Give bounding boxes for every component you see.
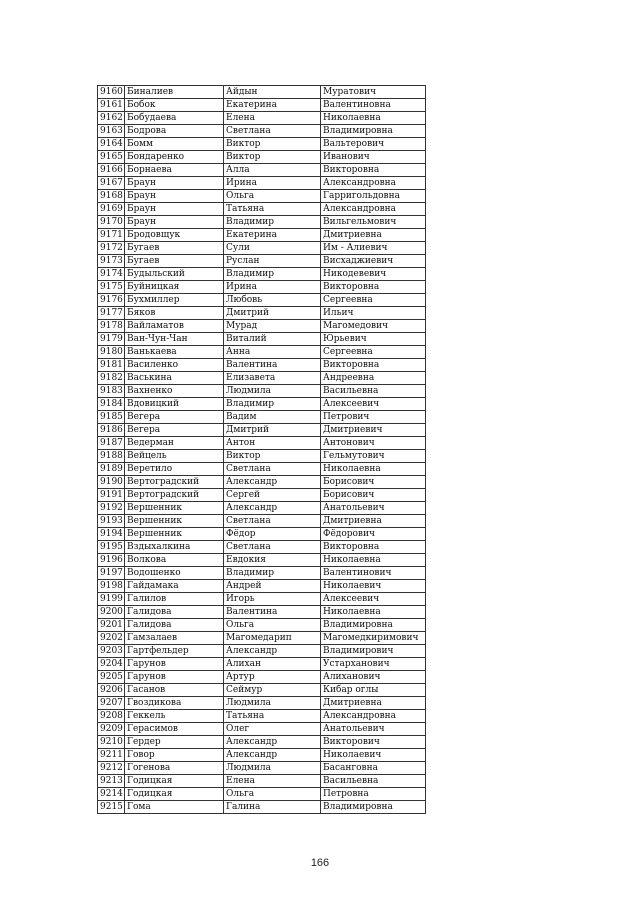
first-name-cell: Владимир xyxy=(224,398,321,411)
patronymic-cell: Викторовна xyxy=(321,164,426,177)
row-number-cell: 9162 xyxy=(98,112,125,125)
last-name-cell: Годицкая xyxy=(125,788,224,801)
last-name-cell: Вейцель xyxy=(125,450,224,463)
last-name-cell: Браун xyxy=(125,190,224,203)
first-name-cell: Магомедарип xyxy=(224,632,321,645)
patronymic-cell: Алиханович xyxy=(321,671,426,684)
last-name-cell: Гвоздикова xyxy=(125,697,224,710)
first-name-cell: Виктор xyxy=(224,450,321,463)
table-row xyxy=(98,515,426,528)
row-number-cell: 9176 xyxy=(98,294,125,307)
first-name-cell: Екатерина xyxy=(224,99,321,112)
first-name-cell: Дмитрий xyxy=(224,424,321,437)
row-number-cell: 9167 xyxy=(98,177,125,190)
patronymic-cell: Николаевич xyxy=(321,580,426,593)
last-name-cell: Вершенник xyxy=(125,502,224,515)
table-row xyxy=(98,281,426,294)
row-number-cell: 9203 xyxy=(98,645,125,658)
table-row xyxy=(98,125,426,138)
row-number-cell: 9174 xyxy=(98,268,125,281)
first-name-cell: Людмила xyxy=(224,762,321,775)
last-name-cell: Бугаев xyxy=(125,255,224,268)
row-number-cell: 9213 xyxy=(98,775,125,788)
patronymic-cell: Ильич xyxy=(321,307,426,320)
row-number-cell: 9204 xyxy=(98,658,125,671)
first-name-cell: Алла xyxy=(224,164,321,177)
first-name-cell: Андрей xyxy=(224,580,321,593)
table-row xyxy=(98,177,426,190)
patronymic-cell: Анатольевич xyxy=(321,723,426,736)
patronymic-cell: Викторовна xyxy=(321,359,426,372)
first-name-cell: Анна xyxy=(224,346,321,359)
first-name-cell: Сули xyxy=(224,242,321,255)
patronymic-cell: Валентинович xyxy=(321,567,426,580)
first-name-cell: Мурад xyxy=(224,320,321,333)
table-row xyxy=(98,99,426,112)
patronymic-cell: Фёдорович xyxy=(321,528,426,541)
first-name-cell: Александр xyxy=(224,736,321,749)
patronymic-cell: Магомедович xyxy=(321,320,426,333)
patronymic-cell: Устарханович xyxy=(321,658,426,671)
last-name-cell: Васькина xyxy=(125,372,224,385)
row-number-cell: 9215 xyxy=(98,801,125,814)
first-name-cell: Ольга xyxy=(224,190,321,203)
last-name-cell: Гердер xyxy=(125,736,224,749)
first-name-cell: Владимир xyxy=(224,567,321,580)
row-number-cell: 9192 xyxy=(98,502,125,515)
last-name-cell: Вершенник xyxy=(125,528,224,541)
first-name-cell: Евдокия xyxy=(224,554,321,567)
patronymic-cell: Борисович xyxy=(321,489,426,502)
first-name-cell: Галина xyxy=(224,801,321,814)
row-number-cell: 9169 xyxy=(98,203,125,216)
table-row xyxy=(98,359,426,372)
first-name-cell: Елена xyxy=(224,775,321,788)
last-name-cell: Бухмиллер xyxy=(125,294,224,307)
last-name-cell: Браун xyxy=(125,177,224,190)
last-name-cell: Гогенова xyxy=(125,762,224,775)
first-name-cell: Ольга xyxy=(224,619,321,632)
row-number-cell: 9179 xyxy=(98,333,125,346)
table-row xyxy=(98,645,426,658)
patronymic-cell: Викторович xyxy=(321,736,426,749)
last-name-cell: Вертоградский xyxy=(125,476,224,489)
row-number-cell: 9201 xyxy=(98,619,125,632)
patronymic-cell: Николаевна xyxy=(321,606,426,619)
table-row xyxy=(98,255,426,268)
last-name-cell: Бомм xyxy=(125,138,224,151)
patronymic-cell: Алексеевич xyxy=(321,593,426,606)
patronymic-cell: Магомедкиримович xyxy=(321,632,426,645)
patronymic-cell: Александровна xyxy=(321,177,426,190)
patronymic-cell: Дмитриевна xyxy=(321,515,426,528)
table-row xyxy=(98,684,426,697)
patronymic-cell: Викторовна xyxy=(321,541,426,554)
row-number-cell: 9208 xyxy=(98,710,125,723)
patronymic-cell: Висхаджиевич xyxy=(321,255,426,268)
patronymic-cell: Николаевна xyxy=(321,554,426,567)
patronymic-cell: Владимировна xyxy=(321,801,426,814)
table-row xyxy=(98,164,426,177)
first-name-cell: Артур xyxy=(224,671,321,684)
patronymic-cell: Муратович xyxy=(321,86,426,99)
table-row xyxy=(98,658,426,671)
first-name-cell: Александр xyxy=(224,476,321,489)
row-number-cell: 9212 xyxy=(98,762,125,775)
last-name-cell: Вдовицкий xyxy=(125,398,224,411)
row-number-cell: 9175 xyxy=(98,281,125,294)
table-row xyxy=(98,619,426,632)
last-name-cell: Водошенко xyxy=(125,567,224,580)
last-name-cell: Гарунов xyxy=(125,658,224,671)
table-row xyxy=(98,489,426,502)
patronymic-cell: Александровна xyxy=(321,710,426,723)
patronymic-cell: Дмитриевна xyxy=(321,697,426,710)
table-row xyxy=(98,112,426,125)
table-row xyxy=(98,567,426,580)
last-name-cell: Галидова xyxy=(125,606,224,619)
table-row xyxy=(98,294,426,307)
row-number-cell: 9187 xyxy=(98,437,125,450)
last-name-cell: Герасимов xyxy=(125,723,224,736)
table-row xyxy=(98,541,426,554)
patronymic-cell: Петрович xyxy=(321,411,426,424)
table-row xyxy=(98,437,426,450)
last-name-cell: Галилов xyxy=(125,593,224,606)
last-name-cell: Будыльский xyxy=(125,268,224,281)
row-number-cell: 9198 xyxy=(98,580,125,593)
table-row xyxy=(98,788,426,801)
first-name-cell: Екатерина xyxy=(224,229,321,242)
patronymic-cell: Владимировна xyxy=(321,125,426,138)
table-row xyxy=(98,411,426,424)
table-row xyxy=(98,762,426,775)
table-row xyxy=(98,151,426,164)
first-name-cell: Владимир xyxy=(224,268,321,281)
row-number-cell: 9210 xyxy=(98,736,125,749)
last-name-cell: Волкова xyxy=(125,554,224,567)
patronymic-cell: Сергеевна xyxy=(321,346,426,359)
first-name-cell: Александр xyxy=(224,645,321,658)
table-row xyxy=(98,476,426,489)
table-row xyxy=(98,528,426,541)
last-name-cell: Гайдамака xyxy=(125,580,224,593)
patronymic-cell: Вальтерович xyxy=(321,138,426,151)
row-number-cell: 9190 xyxy=(98,476,125,489)
last-name-cell: Гартфельдер xyxy=(125,645,224,658)
table-row xyxy=(98,606,426,619)
last-name-cell: Гома xyxy=(125,801,224,814)
first-name-cell: Владимир xyxy=(224,216,321,229)
patronymic-cell: Николаевич xyxy=(321,749,426,762)
last-name-cell: Браун xyxy=(125,203,224,216)
first-name-cell: Светлана xyxy=(224,515,321,528)
row-number-cell: 9178 xyxy=(98,320,125,333)
row-number-cell: 9206 xyxy=(98,684,125,697)
last-name-cell: Ведерман xyxy=(125,437,224,450)
last-name-cell: Годицкая xyxy=(125,775,224,788)
first-name-cell: Валентина xyxy=(224,606,321,619)
table-row xyxy=(98,424,426,437)
row-number-cell: 9171 xyxy=(98,229,125,242)
patronymic-cell: Васильевна xyxy=(321,775,426,788)
table-row xyxy=(98,749,426,762)
last-name-cell: Галидова xyxy=(125,619,224,632)
last-name-cell: Вздыхалкина xyxy=(125,541,224,554)
table-row xyxy=(98,554,426,567)
patronymic-cell: Юрьевич xyxy=(321,333,426,346)
patronymic-cell: Борисович xyxy=(321,476,426,489)
last-name-cell: Биналиев xyxy=(125,86,224,99)
row-number-cell: 9168 xyxy=(98,190,125,203)
table-row xyxy=(98,593,426,606)
first-name-cell: Светлана xyxy=(224,463,321,476)
row-number-cell: 9183 xyxy=(98,385,125,398)
last-name-cell: Гамзалаев xyxy=(125,632,224,645)
first-name-cell: Сеймур xyxy=(224,684,321,697)
table-row xyxy=(98,307,426,320)
table-row xyxy=(98,138,426,151)
patronymic-cell: Николаевна xyxy=(321,112,426,125)
table-row xyxy=(98,775,426,788)
row-number-cell: 9189 xyxy=(98,463,125,476)
first-name-cell: Татьяна xyxy=(224,710,321,723)
first-name-cell: Айдын xyxy=(224,86,321,99)
row-number-cell: 9172 xyxy=(98,242,125,255)
first-name-cell: Игорь xyxy=(224,593,321,606)
patronymic-cell: Викторовна xyxy=(321,281,426,294)
row-number-cell: 9196 xyxy=(98,554,125,567)
table-row xyxy=(98,723,426,736)
last-name-cell: Веретило xyxy=(125,463,224,476)
patronymic-cell: Никодевевич xyxy=(321,268,426,281)
patronymic-cell: Анатольевич xyxy=(321,502,426,515)
last-name-cell: Браун xyxy=(125,216,224,229)
patronymic-cell: Сергеевна xyxy=(321,294,426,307)
first-name-cell: Ольга xyxy=(224,788,321,801)
first-name-cell: Виктор xyxy=(224,151,321,164)
patronymic-cell: Николаевна xyxy=(321,463,426,476)
first-name-cell: Антон xyxy=(224,437,321,450)
row-number-cell: 9207 xyxy=(98,697,125,710)
first-name-cell: Ирина xyxy=(224,281,321,294)
first-name-cell: Дмитрий xyxy=(224,307,321,320)
table-row xyxy=(98,372,426,385)
row-number-cell: 9211 xyxy=(98,749,125,762)
row-number-cell: 9197 xyxy=(98,567,125,580)
first-name-cell: Сергей xyxy=(224,489,321,502)
row-number-cell: 9164 xyxy=(98,138,125,151)
first-name-cell: Любовь xyxy=(224,294,321,307)
last-name-cell: Василенко xyxy=(125,359,224,372)
row-number-cell: 9163 xyxy=(98,125,125,138)
first-name-cell: Фёдор xyxy=(224,528,321,541)
row-number-cell: 9184 xyxy=(98,398,125,411)
patronymic-cell: Вильгельмович xyxy=(321,216,426,229)
row-number-cell: 9170 xyxy=(98,216,125,229)
table-row xyxy=(98,671,426,684)
last-name-cell: Ванькаева xyxy=(125,346,224,359)
first-name-cell: Елена xyxy=(224,112,321,125)
row-number-cell: 9194 xyxy=(98,528,125,541)
last-name-cell: Вегера xyxy=(125,411,224,424)
last-name-cell: Борнаева xyxy=(125,164,224,177)
table-row xyxy=(98,736,426,749)
first-name-cell: Александр xyxy=(224,749,321,762)
table-row xyxy=(98,346,426,359)
last-name-cell: Вершенник xyxy=(125,515,224,528)
row-number-cell: 9165 xyxy=(98,151,125,164)
patronymic-cell: Валентиновна xyxy=(321,99,426,112)
page-number: 166 xyxy=(310,857,330,869)
table-row xyxy=(98,801,426,814)
patronymic-cell: Петровна xyxy=(321,788,426,801)
table-row xyxy=(98,398,426,411)
first-name-cell: Людмила xyxy=(224,697,321,710)
row-number-cell: 9160 xyxy=(98,86,125,99)
last-name-cell: Геккель xyxy=(125,710,224,723)
first-name-cell: Людмила xyxy=(224,385,321,398)
last-name-cell: Гасанов xyxy=(125,684,224,697)
patronymic-cell: Владимировна xyxy=(321,619,426,632)
patronymic-cell: Кибар оглы xyxy=(321,684,426,697)
table-row xyxy=(98,502,426,515)
table-row xyxy=(98,333,426,346)
last-name-cell: Говор xyxy=(125,749,224,762)
patronymic-cell: Дмитриевич xyxy=(321,424,426,437)
table-row xyxy=(98,190,426,203)
registry-table-container xyxy=(97,85,423,814)
first-name-cell: Елизавета xyxy=(224,372,321,385)
row-number-cell: 9185 xyxy=(98,411,125,424)
first-name-cell: Вадим xyxy=(224,411,321,424)
patronymic-cell: Дмитриевна xyxy=(321,229,426,242)
patronymic-cell: Иванович xyxy=(321,151,426,164)
first-name-cell: Олег xyxy=(224,723,321,736)
patronymic-cell: Александровна xyxy=(321,203,426,216)
row-number-cell: 9200 xyxy=(98,606,125,619)
row-number-cell: 9181 xyxy=(98,359,125,372)
table-row xyxy=(98,697,426,710)
table-row xyxy=(98,632,426,645)
first-name-cell: Виктор xyxy=(224,138,321,151)
table-row xyxy=(98,385,426,398)
patronymic-cell: Гельмутович xyxy=(321,450,426,463)
table-row xyxy=(98,320,426,333)
last-name-cell: Вертоградский xyxy=(125,489,224,502)
first-name-cell: Руслан xyxy=(224,255,321,268)
row-number-cell: 9188 xyxy=(98,450,125,463)
row-number-cell: 9195 xyxy=(98,541,125,554)
table-row xyxy=(98,710,426,723)
row-number-cell: 9177 xyxy=(98,307,125,320)
last-name-cell: Ван-Чун-Чан xyxy=(125,333,224,346)
table-row xyxy=(98,450,426,463)
last-name-cell: Бродовщук xyxy=(125,229,224,242)
first-name-cell: Валентина xyxy=(224,359,321,372)
table-row xyxy=(98,463,426,476)
registry-table xyxy=(97,85,426,814)
first-name-cell: Светлана xyxy=(224,125,321,138)
patronymic-cell: Им - Алиевич xyxy=(321,242,426,255)
patronymic-cell: Алексеевич xyxy=(321,398,426,411)
first-name-cell: Алихан xyxy=(224,658,321,671)
row-number-cell: 9166 xyxy=(98,164,125,177)
table-row xyxy=(98,203,426,216)
last-name-cell: Буйницкая xyxy=(125,281,224,294)
row-number-cell: 9186 xyxy=(98,424,125,437)
last-name-cell: Гарунов xyxy=(125,671,224,684)
first-name-cell: Александр xyxy=(224,502,321,515)
row-number-cell: 9173 xyxy=(98,255,125,268)
last-name-cell: Бодрова xyxy=(125,125,224,138)
patronymic-cell: Гарригольдовна xyxy=(321,190,426,203)
first-name-cell: Ирина xyxy=(224,177,321,190)
last-name-cell: Бяков xyxy=(125,307,224,320)
row-number-cell: 9193 xyxy=(98,515,125,528)
row-number-cell: 9199 xyxy=(98,593,125,606)
first-name-cell: Татьяна xyxy=(224,203,321,216)
patronymic-cell: Антонович xyxy=(321,437,426,450)
row-number-cell: 9182 xyxy=(98,372,125,385)
first-name-cell: Виталий xyxy=(224,333,321,346)
patronymic-cell: Васильевна xyxy=(321,385,426,398)
last-name-cell: Бобудаева xyxy=(125,112,224,125)
last-name-cell: Бобок xyxy=(125,99,224,112)
table-row xyxy=(98,229,426,242)
registry-table-body xyxy=(98,86,426,814)
table-row xyxy=(98,216,426,229)
row-number-cell: 9161 xyxy=(98,99,125,112)
table-row xyxy=(98,268,426,281)
row-number-cell: 9180 xyxy=(98,346,125,359)
table-row xyxy=(98,86,426,99)
table-row xyxy=(98,242,426,255)
row-number-cell: 9214 xyxy=(98,788,125,801)
last-name-cell: Вахненко xyxy=(125,385,224,398)
table-row xyxy=(98,580,426,593)
patronymic-cell: Владимирович xyxy=(321,645,426,658)
patronymic-cell: Андреевна xyxy=(321,372,426,385)
row-number-cell: 9202 xyxy=(98,632,125,645)
first-name-cell: Светлана xyxy=(224,541,321,554)
row-number-cell: 9205 xyxy=(98,671,125,684)
last-name-cell: Бугаев xyxy=(125,242,224,255)
last-name-cell: Вегера xyxy=(125,424,224,437)
last-name-cell: Бондаренко xyxy=(125,151,224,164)
row-number-cell: 9209 xyxy=(98,723,125,736)
last-name-cell: Вайламатов xyxy=(125,320,224,333)
row-number-cell: 9191 xyxy=(98,489,125,502)
patronymic-cell: Басанговна xyxy=(321,762,426,775)
